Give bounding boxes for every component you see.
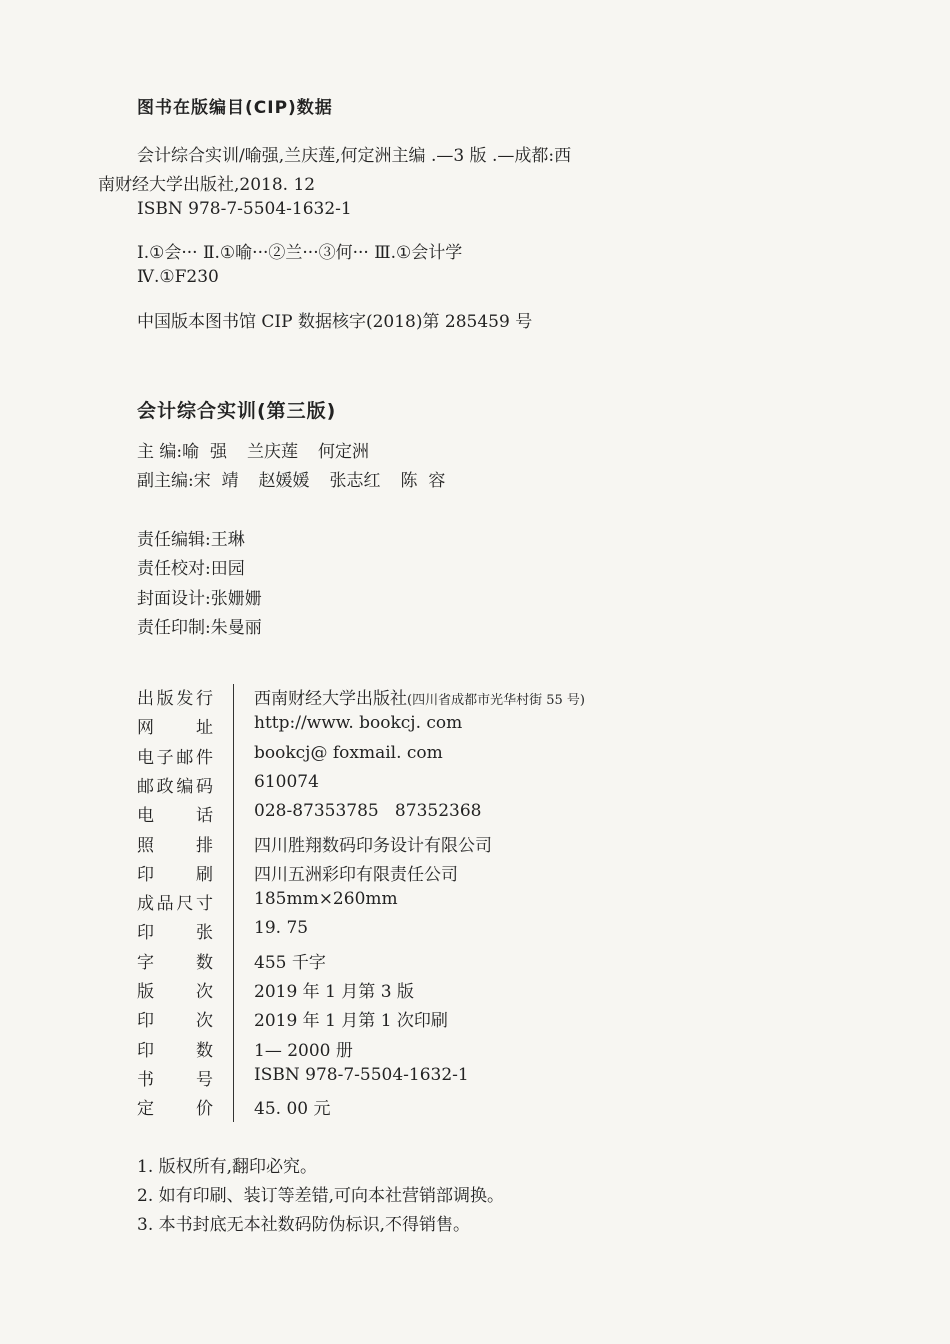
row-value (254, 743, 443, 763)
row-value-text: 028-87353785 87352368 (254, 801, 482, 822)
row-value (254, 948, 326, 973)
chief-editor-label: 主 编: (137, 442, 183, 462)
deputy_editor-name: 陈 容 (400, 471, 446, 491)
row-label: 网 址 (137, 718, 213, 739)
chief_editor-name: 何定洲 (317, 442, 369, 462)
row-value (254, 713, 462, 733)
row-value-text: 四川五洲彩印有限责任公司 (254, 864, 458, 885)
cip-line-5: Ⅳ.①F230 (137, 267, 219, 287)
row-value-text: 455 千字 (254, 952, 326, 973)
row-value-text: bookcj@ foxmail. com (254, 742, 443, 763)
note-line: 2. 如有印刷、装订等差错,可向本社营销部调换。 (137, 1186, 505, 1206)
cip-heading: 图书在版编目(CIP)数据 (137, 98, 333, 118)
row-value-text: 185mm×260mm (254, 889, 398, 910)
deputy_editor-name: 宋 靖 (193, 471, 239, 491)
row-value-text: 45. 00 元 (254, 1099, 331, 1120)
deputy-editor-label: 副主编: (137, 471, 194, 491)
row-label: 照 排 (137, 835, 213, 856)
row-value (254, 1094, 330, 1119)
row-value (254, 831, 492, 856)
deputy-editor-names (194, 471, 466, 491)
row-label: 字 数 (137, 952, 213, 973)
deputy-editors-line (137, 466, 465, 491)
staff-line: 责任编辑:王琳 (137, 530, 245, 550)
row-label: 出版发行 (137, 689, 213, 709)
chief-editor-names (182, 442, 389, 462)
cip-line-2: 南财经大学出版社,2018. 12 (98, 175, 316, 195)
deputy_editor-name: 张志红 (329, 471, 381, 491)
staff-line: 责任印制:朱曼丽 (137, 618, 262, 638)
row-value-text: ISBN 978-7-5504-1632-1 (254, 1064, 469, 1085)
cip-line-6: 中国版本图书馆 CIP 数据核字(2018)第 285459 号 (137, 312, 533, 332)
row-value (254, 1006, 448, 1031)
row-label: 版 次 (137, 982, 213, 1002)
cip-line-4: Ⅰ.①会··· Ⅱ.①喻···②兰···③何··· Ⅲ.①会计学 (137, 243, 463, 263)
row-value-extra: (四川省成都市光华村街 55 号) (407, 693, 585, 708)
staff-line: 封面设计:张姗姗 (137, 589, 262, 609)
row-value (254, 1065, 469, 1085)
row-label: 印 张 (137, 923, 213, 944)
chief_editor-name: 喻 强 (182, 442, 227, 462)
row-value-text: 2019 年 1 月第 1 次印刷 (254, 1011, 448, 1032)
staff-line: 责任校对:田园 (137, 559, 245, 579)
note-line: 3. 本书封底无本社数码防伪标识,不得销售。 (137, 1215, 471, 1235)
row-label: 印 刷 (137, 864, 213, 885)
chief_editor-name: 兰庆莲 (246, 442, 298, 462)
row-label: 电子邮件 (137, 747, 213, 768)
row-value-text: 1— 2000 册 (254, 1040, 353, 1061)
row-value (254, 860, 458, 885)
row-label: 印 次 (137, 1011, 213, 1032)
row-label: 电 话 (137, 806, 213, 827)
row-value (254, 889, 398, 909)
row-label: 印 数 (137, 1040, 213, 1061)
row-value-text: http://www. bookcj. com (254, 713, 463, 734)
row-value-text: 四川胜翔数码印务设计有限公司 (254, 835, 492, 856)
row-value-text: 610074 (254, 771, 319, 792)
cip-line-3: ISBN 978-7-5504-1632-1 (137, 199, 352, 219)
row-value-text: 2019 年 1 月第 3 版 (254, 982, 414, 1002)
row-value (254, 918, 308, 938)
row-label: 邮政编码 (137, 776, 213, 797)
deputy_editor-name: 赵媛媛 (258, 471, 310, 491)
row-value (254, 801, 481, 821)
cip-line-1: 会计综合实训/喻强,兰庆莲,何定洲主编 .—3 版 .—成都:西 (137, 146, 572, 166)
note-line: 1. 版权所有,翻印必究。 (137, 1157, 318, 1177)
row-value-text: 西南财经大学出版社 (254, 689, 407, 709)
table-divider (233, 684, 234, 1122)
row-value (254, 977, 414, 1002)
row-value-text: 19. 75 (254, 918, 309, 939)
book-title: 会计综合实训(第三版) (137, 400, 337, 422)
row-value (254, 684, 585, 709)
row-label: 成品尺寸 (137, 894, 213, 915)
row-value (254, 1036, 353, 1061)
row-label: 书 号 (137, 1069, 213, 1090)
row-label: 定 价 (137, 1099, 213, 1120)
chief-editors-line (137, 437, 389, 462)
row-value (254, 772, 319, 792)
